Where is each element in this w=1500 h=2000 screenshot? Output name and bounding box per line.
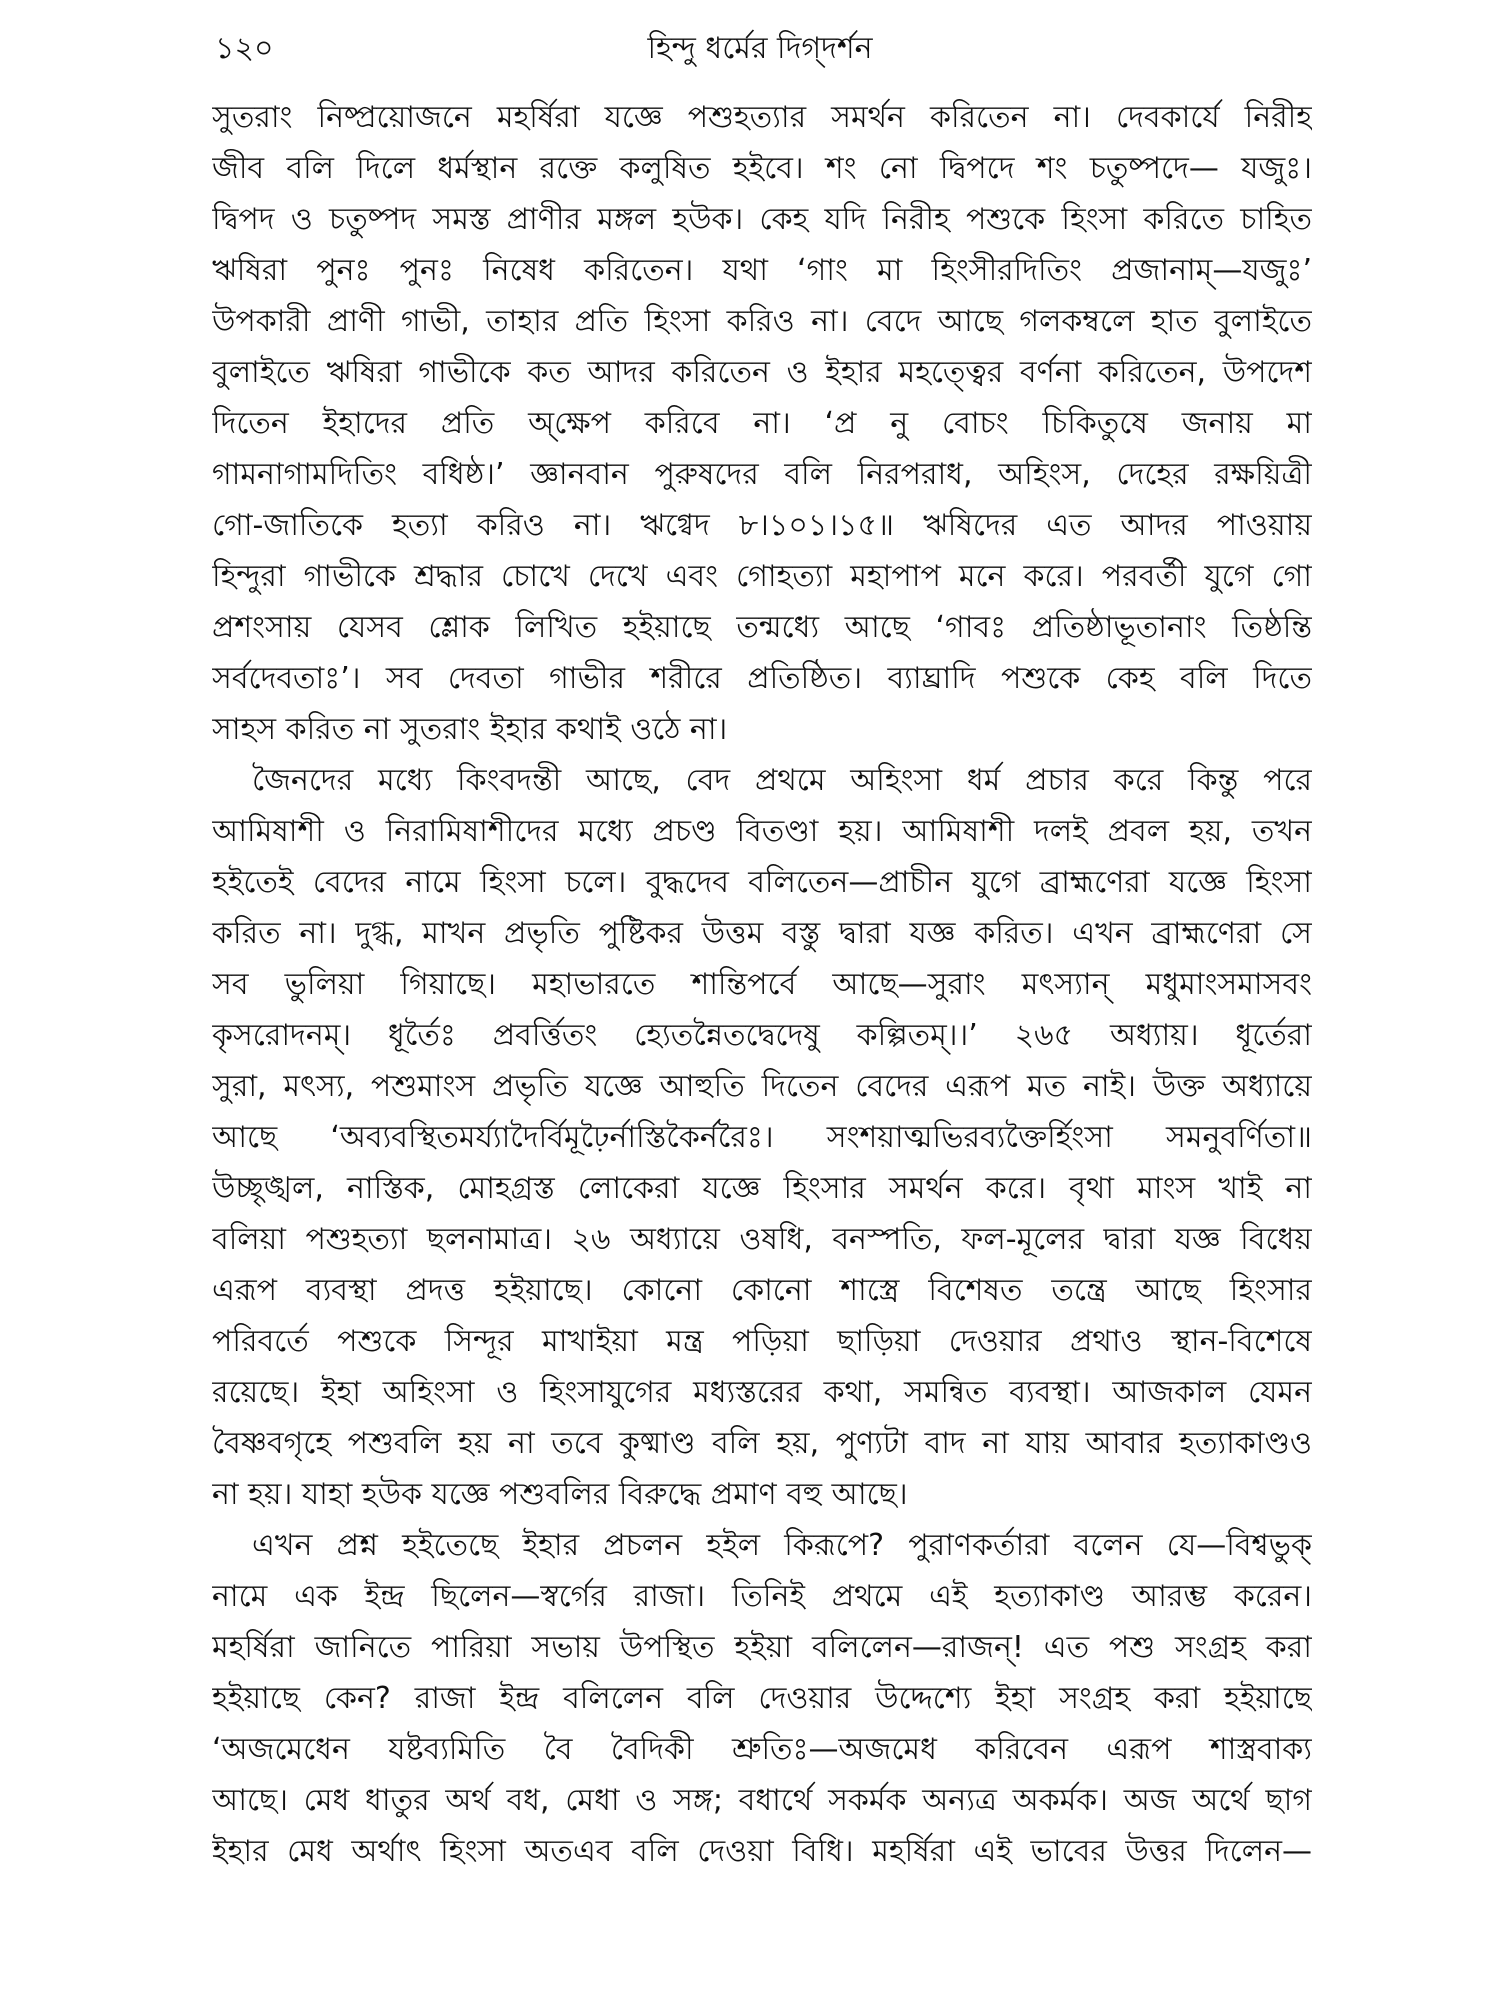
text-line: দিতেন ইহাদের প্রতি অ্‌ক্ষেপ করিবে না। ‘প্র নু বোচং চিকিতুষে জনায় মা — [212, 406, 1312, 441]
text-line: দ্বিপদ ও চতুষ্পদ সমস্ত প্রাণীর মঙ্গল হউক। কেহ যদি নিরীহ পশুকে হিংসা করিতে চাহিত — [212, 202, 1312, 237]
text-line: কৃসরোদনম্। ধূর্তৈঃ প্রবর্ত্তিতং হ্যেতন্নৈতদ্বেদেষু কল্পিতম্।।’ ২৬৫ অধ্যায়। ধূর্তেরা — [212, 1018, 1312, 1053]
text-line: হিন্দুরা গাভীকে শ্রদ্ধার চোখে দেখে এবং গোহত্যা মহাপাপ মনে করে। পরবর্তী যুগে গো — [212, 559, 1312, 594]
text-line: আছে। মেধ ধাতুর অর্থ বধ, মেধা ও সঙ্গ; বধার্থে সকর্মক অন্যত্র অকর্মক। অজ অর্থে ছাগ — [212, 1783, 1312, 1818]
text-line: সাহস করিত না সুতরাং ইহার কথাই ওঠে না। — [212, 712, 728, 747]
text-line: উচ্ছৃঙ্খল, নাস্তিক, মোহগ্রস্ত লোকেরা যজ্ঞে হিংসার সমর্থন করে। বৃথা মাংস খাই না — [212, 1171, 1312, 1206]
text-line: পরিবর্তে পশুকে সিন্দূর মাখাইয়া মন্ত্র পড়িয়া ছাড়িয়া দেওয়ার প্রথাও স্থান-বিশেষে — [212, 1324, 1312, 1359]
text-line: এখন প্রশ্ন হইতেছে ইহার প্রচলন হইল কিরূপে? পুরাণকর্তারা বলেন যে—বিশ্বভুক্ — [252, 1528, 1312, 1563]
text-line: সব ভুলিয়া গিয়াছে। মহাভারতে শান্তিপর্বে আছে—সুরাং মৎস্যান্ মধুমাংসমাসবং — [212, 967, 1312, 1002]
text-line: উপকারী প্রাণী গাভী, তাহার প্রতি হিংসা করিও না। বেদে আছে গলকম্বলে হাত বুলাইতে — [212, 304, 1312, 339]
text-line: এরূপ ব্যবস্থা প্রদত্ত হইয়াছে। কোনো কোনো শাস্ত্রে বিশেষত তন্ত্রে আছে হিংসার — [212, 1273, 1312, 1308]
text-line: প্রশংসায় যেসব শ্লোক লিখিত হইয়াছে তন্মধ্যে আছে ‘গাবঃ প্রতিষ্ঠাভূতানাং তিষ্ঠন্তি — [212, 610, 1312, 645]
text-line: ঋষিরা পুনঃ পুনঃ নিষেধ করিতেন। যথা ‘গাং মা হিংসীরদিতিং প্রজানাম্—যজুঃ’ — [212, 253, 1312, 288]
text-line: হইয়াছে কেন? রাজা ইন্দ্র বলিলেন বলি দেওয়ার উদ্দেশ্যে ইহা সংগ্রহ করা হইয়াছে — [212, 1681, 1312, 1716]
text-line: সুতরাং নিষ্প্রয়োজনে মহর্ষিরা যজ্ঞে পশুহত্যার সমর্থন করিতেন না। দেবকার্যে নিরীহ — [212, 100, 1312, 135]
page-header — [215, 20, 1305, 90]
text-line: মহর্ষিরা জানিতে পারিয়া সভায় উপস্থিত হইয়া বলিলেন—রাজন্! এত পশু সংগ্রহ করা — [212, 1630, 1312, 1665]
text-line: বৈষ্ণবগৃহে পশুবলি হয় না তবে কুষ্মাণ্ড বলি হয়, পুণ্যটা বাদ না যায় আবার হত্যাকাণ্ডও — [212, 1426, 1312, 1461]
text-line: জীব বলি দিলে ধর্মস্থান রক্তে কলুষিত হইবে। শং নো দ্বিপদে শং চতুষ্পদে— যজুঃ। — [212, 151, 1312, 186]
text-line: জৈনদের মধ্যে কিংবদন্তী আছে, বেদ প্রথমে অহিংসা ধর্ম প্রচার করে কিন্তু পরে — [252, 763, 1312, 798]
text-line: করিত না। দুগ্ধ, মাখন প্রভৃতি পুষ্টিকর উত্তম বস্তু দ্বারা যজ্ঞ করিত। এখন ব্রাহ্মণেরা সে — [212, 916, 1312, 951]
text-line: না হয়। যাহা হউক যজ্ঞে পশুবলির বিরুদ্ধে প্রমাণ বহু আছে। — [212, 1477, 908, 1512]
text-line: ‘অজমেধেন যষ্টব্যমিতি বৈ বৈদিকী শ্রুতিঃ—অজমেধ করিবেন এরূপ শাস্ত্রবাক্য — [212, 1732, 1312, 1767]
text-line: নামে এক ইন্দ্র ছিলেন—স্বর্গের রাজা। তিনিই প্রথমে এই হত্যাকাণ্ড আরম্ভ করেন। — [212, 1579, 1312, 1614]
text-line: আমিষাশী ও নিরামিষাশীদের মধ্যে প্রচণ্ড বিতণ্ডা হয়। আমিষাশী দলই প্রবল হয়, তখন — [212, 814, 1312, 849]
text-line: বুলাইতে ঋষিরা গাভীকে কত আদর করিতেন ও ইহার মহত্ত্বের বর্ণনা করিতেন, উপদেশ — [212, 355, 1312, 390]
body-text — [212, 98, 1312, 1883]
text-line: আছে ‘অব্যবস্থিতমর্য্যাদৈর্বিমূঢ়ৈর্নাস্তিকৈর্নরৈঃ। সংশয়াত্মভিরব্যক্তৈর্হিংসা সমনুবর্ণিতা॥ — [212, 1120, 1312, 1155]
text-line: গামনাগামদিতিং বধিষ্ঠ।’ জ্ঞানবান পুরুষদের বলি নিরপরাধ, অহিংস, দেহের রক্ষয়িত্রী — [212, 457, 1312, 492]
page-number: ১২০ — [215, 31, 274, 66]
text-line: গো-জাতিকে হত্যা করিও না। ঋগ্বেদ ৮।১০১।১৫॥ ঋষিদের এত আদর পাওয়ায় — [212, 508, 1312, 543]
text-line: হইতেই বেদের নামে হিংসা চলে। বুদ্ধদেব বলিতেন—প্রাচীন যুগে ব্রাহ্মণেরা যজ্ঞে হিংসা — [212, 865, 1312, 900]
text-line: রয়েছে। ইহা অহিংসা ও হিংসাযুগের মধ্যস্তরের কথা, সমন্বিত ব্যবস্থা। আজকাল যেমন — [212, 1375, 1312, 1410]
text-line: সুরা, মৎস্য, পশুমাংস প্রভৃতি যজ্ঞে আহুতি দিতেন বেদের এরূপ মত নাই। উক্ত অধ্যায়ে — [212, 1069, 1312, 1104]
text-line: সর্বদেবতাঃ’। সব দেবতা গাভীর শরীরে প্রতিষ্ঠিত। ব্যাঘ্রাদি পশুকে কেহ বলি দিতে — [212, 661, 1312, 696]
text-line: ইহার মেধ অর্থাৎ হিংসা অতএব বলি দেওয়া বিধি। মহর্ষিরা এই ভাবের উত্তর দিলেন— — [212, 1834, 1312, 1869]
text-line: বলিয়া পশুহত্যা ছলনামাত্র। ২৬ অধ্যায়ে ওষধি, বনস্পতি, ফল-মূলের দ্বারা যজ্ঞ বিধেয় — [212, 1222, 1312, 1257]
running-title: হিন্দু ধর্মের দিগ্‌দর্শন — [647, 31, 873, 66]
